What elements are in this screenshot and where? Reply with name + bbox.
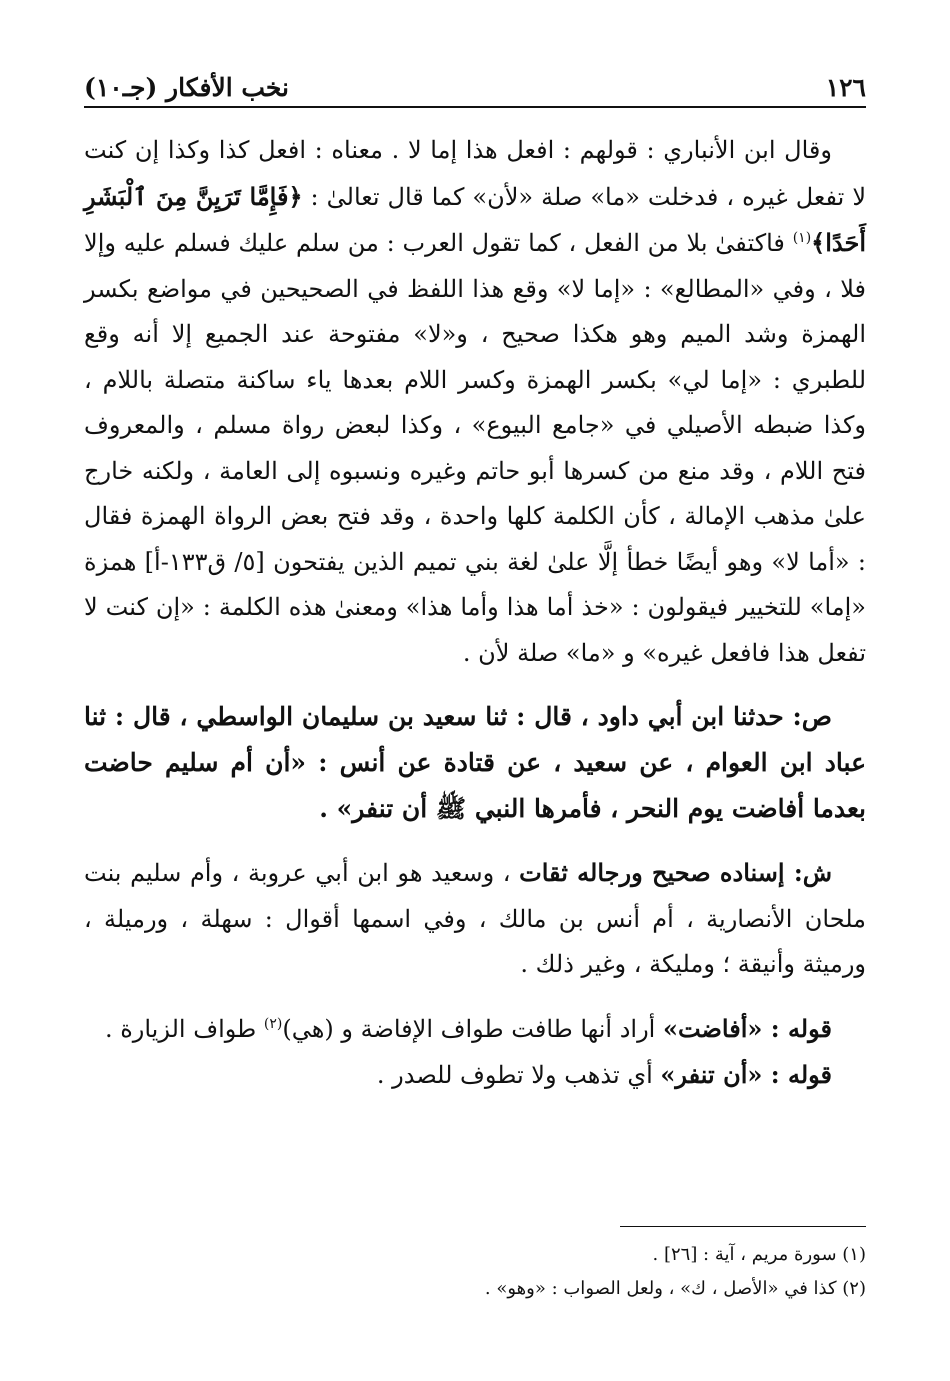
qawl-1-text-a: أراد أنها طافت طواف الإفاضة و (هي) <box>282 1014 663 1043</box>
hadith-text: ص: حدثنا ابن أبي داود ، قال : ثنا سعيد بن سليمان الواسطي ، قال : ثنا عباد ابن العوام ، عن سعيد ، عن قتادة عن أنس : «أن أم سليم حاضت بعدما أفاضت يوم النحر ، فأمرها النبي ﷺ أن تنفر» . <box>84 702 866 823</box>
footnotes <box>84 1238 866 1306</box>
footnote-divider <box>620 1226 866 1227</box>
sharh-text: ، وسعيد هو ابن أبي عروبة ، وأم سليم بنت ملحان الأنصارية ، أم أنس بن مالك ، وفي اسمها أقوال : سهلة ، ورميلة ، ورميثة وأنيقة ؛ ومليكة ، وغير ذلك . <box>84 859 866 978</box>
commentary-text-b: فاكتفىٰ بلا من الفعل ، كما تقول العرب : من سلم عليك فسلم عليه وإلا فلا ، وفي «المطالع» : «إما لا» وقع هذا اللفظ في الصحيحين في مواضع بكسر الهمزة وشد الميم وهو هكذا صحيح ، و«لا» مفتوحة عند الجميع إلا أنه وقع للطبري : «إما لي» بكسر الهمزة وكسر اللام بعدها ياء ساكنة متصلة باللام ، وكذا ضبطه الأصيلي في «جامع البيوع» ، وكذا لبعض رواة مسلم ، والمعروف فتح اللام ، وقد منع من كسرها أبو حاتم وغيره ونسبوه إلى العامة ، ولكنه خارج علىٰ مذهب الإمالة ، كأن الكلمة كلها واحدة ، وقد فتح بعض الرواة الهمزة فقال : «أما لا» وهو أيضًا خطأ إلَّا علىٰ لغة بني تميم الذين يفتحون [٥/ ق١٣٣-أ] همزة «إما» للتخيير فيقولون : «خذ أما هذا وأما هذا» ومعنىٰ هذه الكلمة : «إن كنت لا تفعل هذا فافعل غيره» و «ما» صلة لأن . <box>84 229 867 667</box>
footnote-2: (٢) كذا في «الأصل ، ك» ، ولعل الصواب : «وهو» . <box>484 1278 866 1299</box>
page-number: ١٢٦ <box>825 73 866 102</box>
footnote-1: (١) سورة مريم ، آية : [٢٦] . <box>652 1244 866 1265</box>
running-header <box>84 62 866 102</box>
commentary-text-a: وقال ابن الأنباري : قولهم : افعل هذا إما لا . معناه : افعل كذا وكذا إن كنت لا تفعل غيره ، فدخلت «ما» صلة «لأن» كما قال تعالىٰ : <box>84 136 867 211</box>
sharh-paragraph <box>84 850 866 988</box>
spacer <box>84 676 866 694</box>
sharh-lead: ش: إسناده صحيح ورجاله ثقات <box>519 858 833 887</box>
footnote-ref-2[interactable]: (٢) <box>263 1015 283 1032</box>
qawl-1-lead: قوله : «أفاضت» <box>662 1013 832 1043</box>
qawl-1-text-b: طواف الزيارة . <box>104 1014 264 1043</box>
book-title: نخب الأفكار (جـ١٠) <box>84 73 290 102</box>
qawl-2-lead: قوله : «أن تنفر» <box>660 1060 832 1089</box>
header-divider <box>84 106 866 108</box>
quran-verse: ﴿فَإِمَّا تَرَيِنَّ مِنَ ٱلْبَشَرِ أَحَدًا﴾ <box>84 181 866 257</box>
main-text <box>84 128 866 1099</box>
qawl-2-text: أي تذهب ولا تطوف للصدر . <box>376 1061 661 1089</box>
hadith-paragraph <box>84 694 866 832</box>
commentary-paragraph <box>84 128 866 676</box>
qawl-paragraph-1 <box>84 1006 866 1053</box>
qawl-paragraph-2 <box>84 1052 866 1099</box>
footnote-ref-1[interactable]: (١) <box>792 230 812 246</box>
spacer <box>84 988 866 1006</box>
spacer <box>84 832 866 850</box>
